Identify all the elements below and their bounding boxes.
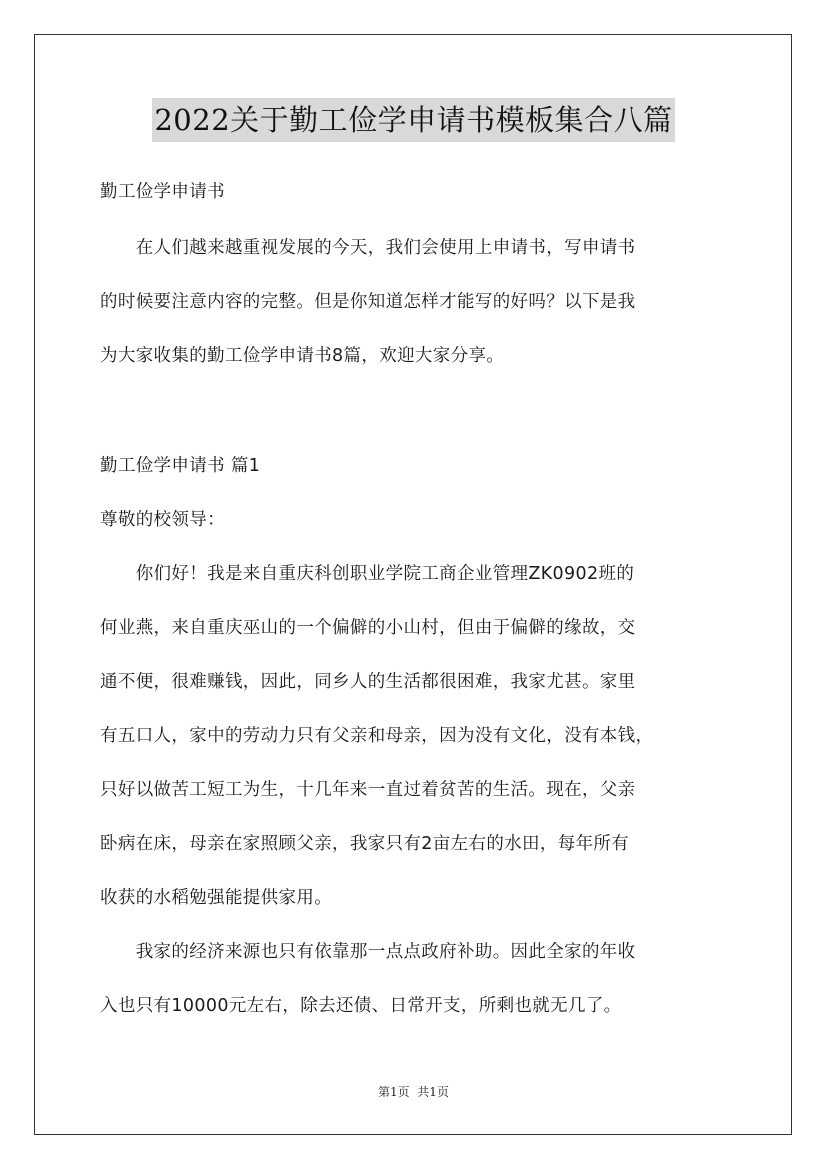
- paragraph-line: 只好以做苦工短工为生，十几年来一直过着贫苦的生活。现在，父亲: [100, 780, 636, 800]
- paragraph-line: 收获的水稻勉强能提供家用。: [100, 888, 333, 908]
- document-title: 2022关于勤工俭学申请书模板集合八篇: [152, 98, 674, 142]
- salutation: 尊敬的校领导：: [100, 510, 225, 530]
- paragraph-line: 卧病在床，母亲在家照顾父亲，我家只有2亩左右的水田，每年所有: [100, 834, 630, 854]
- paragraph-line: 你们好！我是来自重庆科创职业学院工商企业管理ZK0902班的: [100, 564, 635, 584]
- paragraph-line: 有五口人，家中的劳动力只有父亲和母亲，因为没有文化，没有本钱，: [100, 726, 654, 746]
- section-heading: 勤工俭学申请书: [100, 182, 225, 202]
- paragraph-line: 我家的经济来源也只有依靠那一点点政府补助。因此全家的年收: [100, 942, 636, 962]
- section-heading: 勤工俭学申请书 篇1: [100, 456, 261, 476]
- page-footer: 第1页 共1页: [378, 1085, 449, 1099]
- title-container: [0, 98, 827, 142]
- paragraph-line: 入也只有10000元左右，除去还债、日常开支，所剩也就无几了。: [100, 996, 622, 1016]
- paragraph-line: 的时候要注意内容的完整。但是你知道怎样才能写的好吗？以下是我: [100, 292, 636, 312]
- paragraph-line: 为大家收集的勤工俭学申请书8篇，欢迎大家分享。: [100, 346, 505, 366]
- paragraph-line: 通不便，很难赚钱，因此，同乡人的生活都很困难，我家尤甚。家里: [100, 672, 636, 692]
- paragraph-line: 何业燕，来自重庆巫山的一个偏僻的小山村，但由于偏僻的缘故，交: [100, 618, 636, 638]
- paragraph-line: 在人们越来越重视发展的今天，我们会使用上申请书，写申请书: [100, 238, 636, 258]
